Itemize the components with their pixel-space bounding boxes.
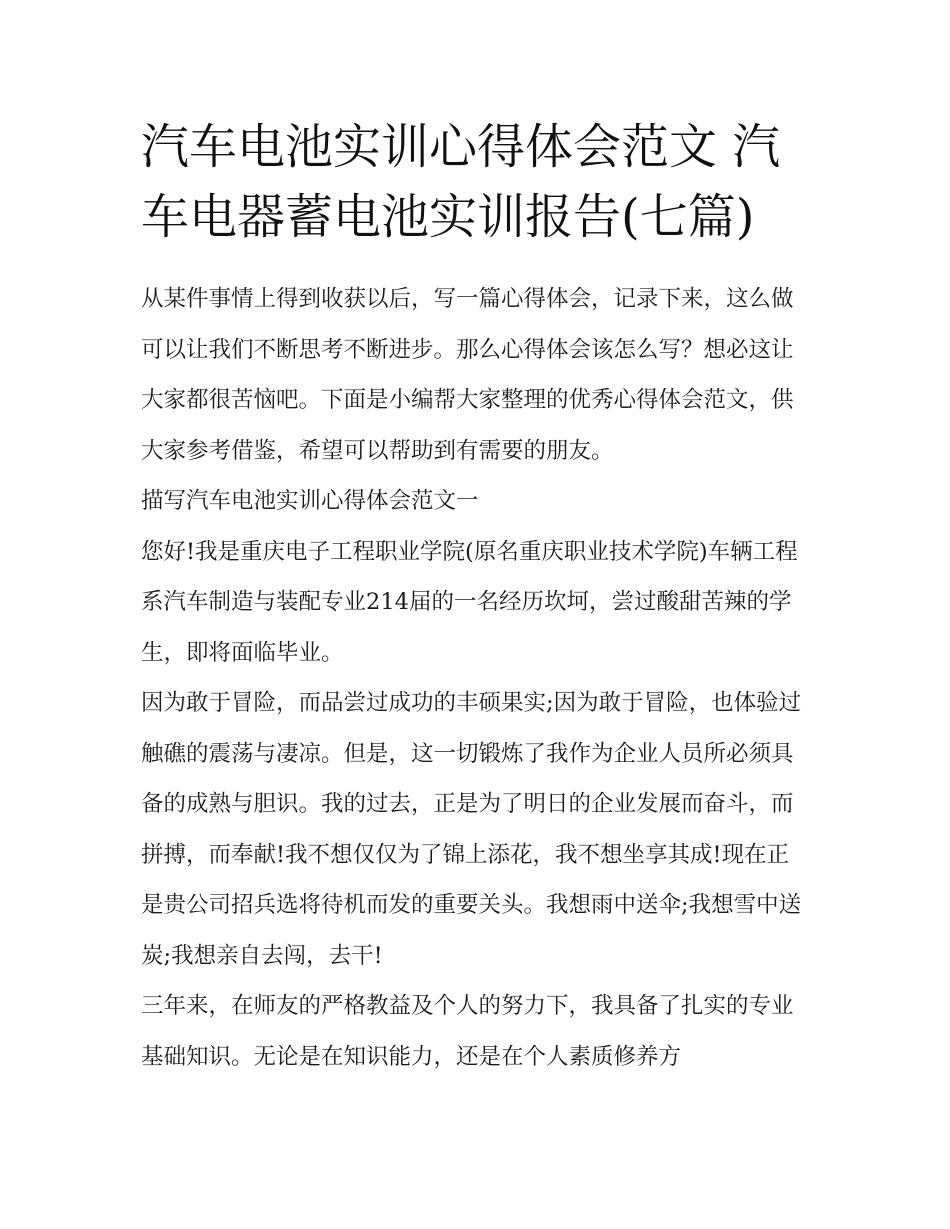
document-body: [141, 274, 811, 1082]
paragraph-motivation: 因为敢于冒险，而品尝过成功的丰硕果实;因为敢于冒险，也体验过触礁的震荡与凄凉。但是，这一切锻炼了我作为企业人员所必须具备的成熟与胆识。我的过去，正是为了明日的企业发展而奋斗，而拼搏，而奉献!我不想仅仅为了锦上添花，我不想坐享其成!现在正是贵公司招兵选将待机而发的重要关头。我想雨中送伞;我想雪中送炭;我想亲自去闯，去干!: [141, 690, 802, 969]
paragraph-heading-one: 描写汽车电池实训心得体会范文一: [141, 488, 479, 514]
document-content: [141, 112, 811, 1082]
paragraph-intro: 从某件事情上得到收获以后，写一篇心得体会，记录下来，这么做可以让我们不断思考不断进步。那么心得体会该怎么写？想必这让大家都很苦恼吧。下面是小编帮大家整理的优秀心得体会范文，供大家参考借鉴，希望可以帮助到有需要的朋友。: [141, 286, 794, 464]
paragraph-self-intro: 您好!我是重庆电子工程职业学院(原名重庆职业技术学院)车辆工程系汽车制造与装配专业214届的一名经历坎坷，尝过酸甜苦辣的学生，即将面临毕业。: [141, 538, 798, 666]
document-title: 汽车电池实训心得体会范文 汽车电器蓄电池实训报告(七篇): [141, 119, 781, 245]
paragraph-education: 三年来，在师友的严格教益及个人的努力下，我具备了扎实的专业基础知识。无论是在知识能力，还是在个人素质修养方: [141, 993, 794, 1070]
